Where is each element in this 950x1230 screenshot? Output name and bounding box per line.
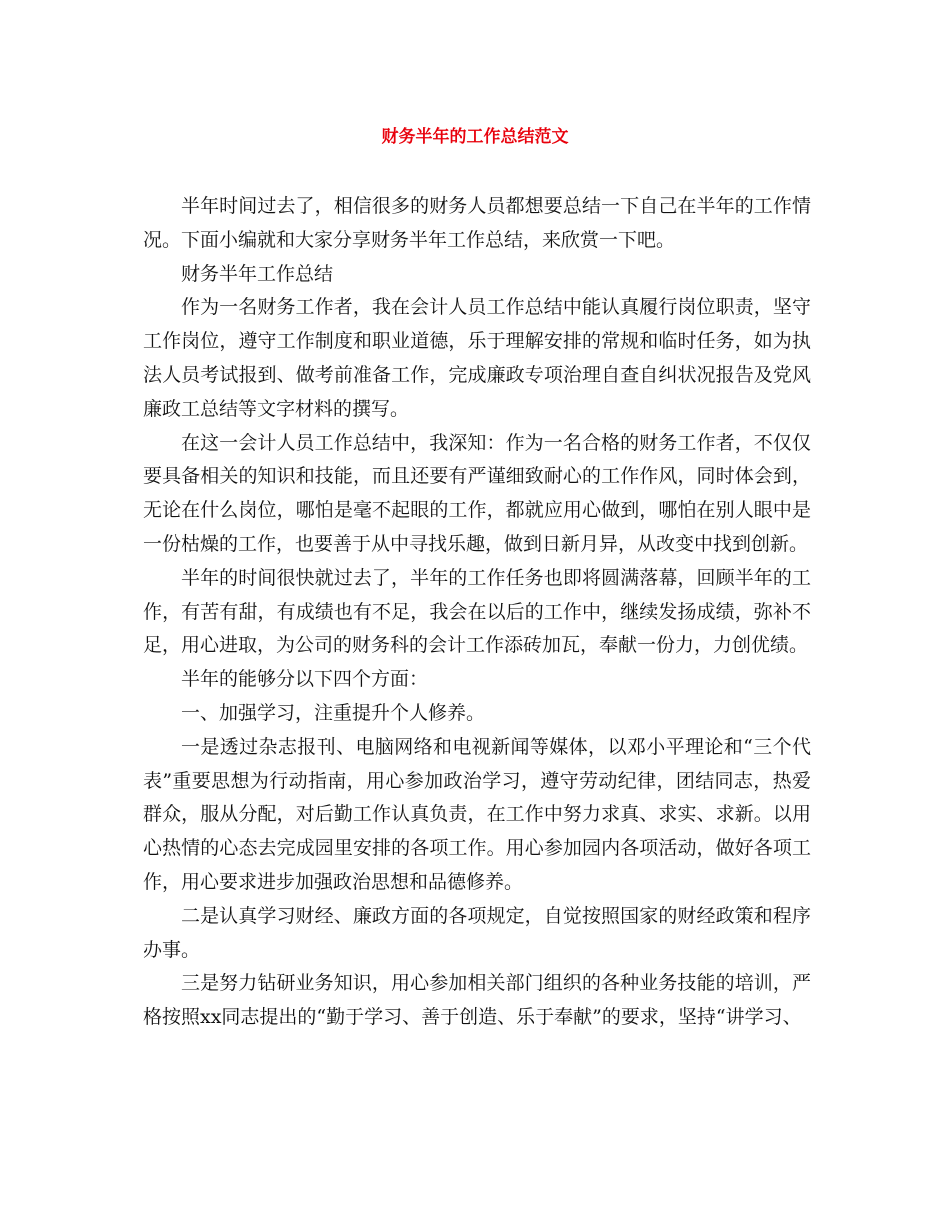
- document-title: 财务半年的工作总结范文: [381, 127, 569, 147]
- paragraph-intro: 半年时间过去了，相信很多的财务人员都想要总结一下自己在半年的工作情况。下面小编就和大家分享财务半年工作总结，来欣赏一下吧。: [143, 195, 811, 251]
- paragraph-aspects: 半年的能够分以下四个方面：: [181, 668, 429, 691]
- paragraph-point-one: 一是透过杂志报刊、电脑网络和电视新闻等媒体，以邓小平理论和“三个代表”重要思想为行动指南，用心参加政治学习，遵守劳动纪律，团结同志，热爱群众，服从分配，对后勤工作认真负责，在工作中努力求真、求实、求新。以用心热情的心态去完成园里安排的各项工作。用心参加园内各项活动，做好各项工作，用心要求进步加强政治思想和品德修养。: [143, 735, 811, 893]
- paragraph-duties: 作为一名财务工作者，我在会计人员工作总结中能认真履行岗位职责，坚守工作岗位，遵守工作制度和职业道德，乐于理解安排的常规和临时任务，如为执法人员考试报到、做考前准备工作，完成廉政专项治理自查自纠状况报告及党风廉政工总结等文字材料的撰写。: [143, 296, 811, 420]
- document-body: [143, 190, 811, 1035]
- paragraph-section-one: 一、加强学习，注重提升个人修养。: [181, 701, 486, 724]
- paragraph-insight: 在这一会计人员工作总结中，我深知：作为一名合格的财务工作者，不仅仅要具备相关的知识和技能，而且还要有严谨细致耐心的工作作风，同时体会到，无论在什么岗位，哪怕是毫不起眼的工作，都就应用心做到，哪怕在别人眼中是一份枯燥的工作，也要善于从中寻找乐趣，做到日新月异，从改变中找到创新。: [143, 431, 811, 555]
- paragraph-review: 半年的时间很快就过去了，半年的工作任务也即将圆满落幕，回顾半年的工作，有苦有甜，有成绩也有不足，我会在以后的工作中，继续发扬成绩，弥补不足，用心进取，为公司的财务科的会计工作添砖加瓦，奉献一份力，力创优绩。: [143, 566, 811, 657]
- paragraph-point-three: 三是努力钻研业务知识，用心参加相关部门组织的各种业务技能的培训，严格按照xx同志提出的“勤于学习、善于创造、乐于奉献”的要求，坚持“讲学习、: [143, 972, 811, 1029]
- paragraph-point-two: 二是认真学习财经、廉政方面的各项规定，自觉按照国家的财经政策和程序办事。: [143, 904, 811, 961]
- paragraph-subheading: 财务半年工作总结: [181, 262, 334, 285]
